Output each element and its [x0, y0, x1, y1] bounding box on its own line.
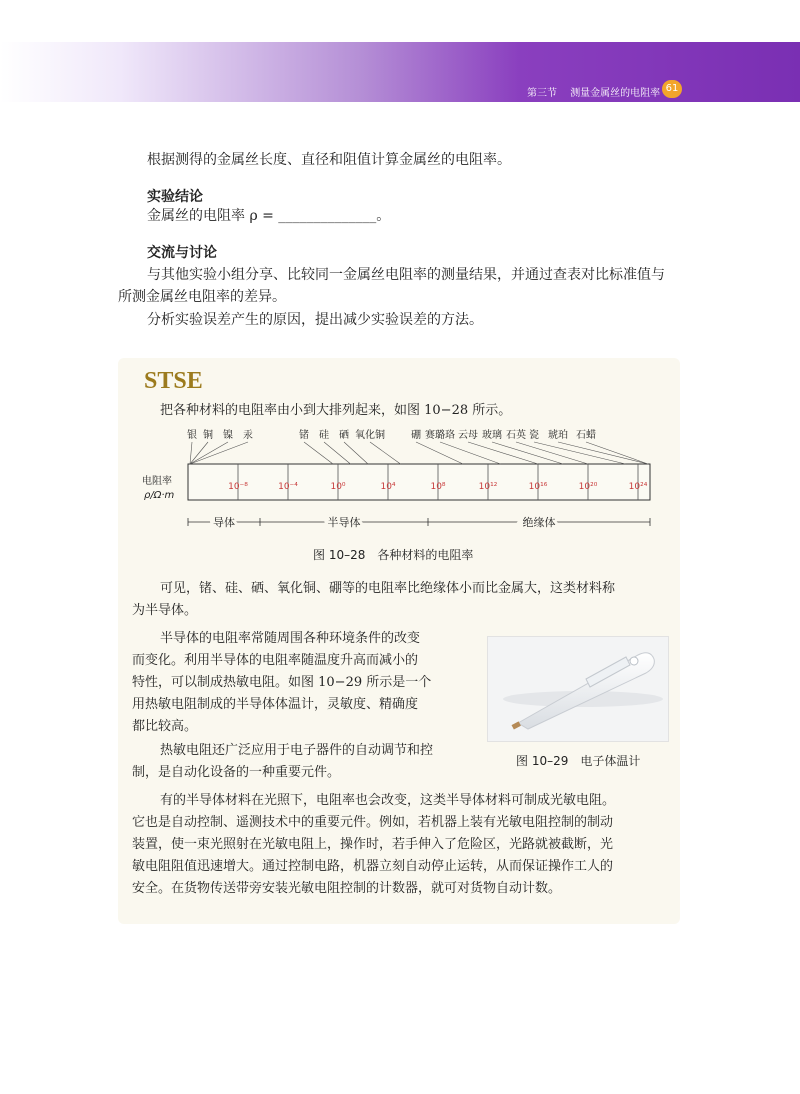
page-number-badge: 61	[662, 80, 682, 98]
tick-label: 10⁰	[330, 482, 346, 492]
range-label: 绝缘体	[522, 516, 556, 529]
material-label: 赛璐珞	[425, 430, 455, 441]
conclusion-line: 金属丝的电阻率 ρ = ______________。	[147, 208, 391, 224]
material-label: 镍	[223, 430, 233, 441]
tick-label: 10²⁴	[628, 482, 648, 492]
material-label: 汞	[243, 430, 253, 441]
material-pointer	[190, 442, 228, 464]
paragraph-3: 分析实验误差产生的原因，提出减少实验误差的方法。	[147, 312, 483, 328]
stse-p3-line-4: 敏电阻阻值迅速增大。通过控制电路，机器立刻自动停止运转，从而保证操作工人的	[132, 859, 614, 874]
paragraph-1: 根据测得的金属丝长度、直径和阻值计算金属丝的电阻率。	[147, 152, 511, 168]
stse-p3-line-3: 装置，使一束光照射在光敏电阻上，操作时，若手伸入了危险区，光路就被截断，光	[132, 837, 614, 852]
stse-p2-line-3: 特性，可以制成热敏电阻。如图 10−29 所示是一个	[132, 675, 432, 690]
tick-label: 10⁸	[430, 482, 446, 492]
stse-p2-line-5: 都比较高。	[132, 719, 198, 734]
figure-28-caption: 图 10–28 各种材料的电阻率	[313, 548, 474, 562]
material-pointer	[440, 442, 501, 464]
stse-p2-line-4: 用热敏电阻制成的半导体体温计，灵敏度、精确度	[132, 697, 419, 712]
material-label: 玻璃	[482, 430, 502, 441]
material-label: 云母	[458, 430, 478, 441]
range-label: 导体	[213, 516, 235, 529]
resistivity-chart-svg	[140, 426, 670, 538]
stse-p2-line-1: 半导体的电阻率常随周围各种环境条件的改变	[160, 631, 421, 646]
section-label: 第三节	[527, 88, 557, 99]
stse-p3-line-2: 它也是自动控制、遥测技术中的重要元件。例如，若机器上装有光敏电阻控制的制动	[132, 815, 614, 830]
material-pointer	[558, 442, 648, 464]
material-label: 铜	[203, 430, 213, 441]
stse-p3-line-5: 安全。在货物传送带旁安装光敏电阻控制的计数器，就可对货物自动计数。	[132, 881, 562, 896]
stse-p2-line-2: 而变化。利用半导体的电阻率随温度升高而减小的	[132, 653, 419, 668]
stse-p1-line-1: 可见，锗、硅、硒、氧化铜、硼等的电阻率比绝缘体小而比金属大，这类材料称	[160, 581, 616, 596]
material-pointer	[324, 442, 351, 464]
figure-29-caption: 图 10–29 电子体温计	[516, 754, 641, 768]
heading-discussion: 交流与讨论	[147, 245, 217, 261]
material-label: 硒	[339, 430, 349, 441]
material-label: 氧化铜	[355, 430, 385, 441]
material-pointer	[370, 442, 401, 464]
tick-label: 10²⁰	[578, 482, 598, 492]
material-label: 硼	[411, 430, 421, 441]
stse-p2-line-7: 制，是自动化设备的一种重要元件。	[132, 765, 341, 780]
tick-label: 10¹²	[478, 482, 498, 492]
material-pointer	[416, 442, 463, 464]
material-pointer	[304, 442, 333, 464]
material-pointer	[344, 442, 368, 464]
tick-label: 10⁻⁸	[228, 482, 248, 492]
material-pointer	[534, 442, 626, 464]
thermometer-photo	[487, 636, 669, 742]
tick-label: 10⁻⁴	[278, 482, 298, 492]
material-label: 银	[187, 430, 197, 441]
material-label: 硅	[319, 430, 329, 441]
material-pointer	[190, 442, 192, 464]
stse-title: STSE	[144, 368, 203, 394]
section-title: 测量金属丝的电阻率	[570, 88, 661, 99]
tick-label: 10⁴	[380, 482, 396, 492]
material-label: 瓷	[529, 430, 539, 441]
thermometer-icon	[488, 637, 668, 741]
stse-p2-line-6: 热敏电阻还广泛应用于电子器件的自动调节和控	[160, 743, 434, 758]
material-label: 琥珀	[548, 430, 568, 441]
material-pointer	[586, 442, 648, 464]
paragraph-2-line-2: 所测金属丝电阻率的差异。	[118, 289, 286, 305]
header-title	[527, 84, 670, 99]
range-label: 半导体	[327, 516, 361, 529]
material-label: 石英	[506, 430, 526, 441]
tick-label: 10¹⁶	[528, 482, 548, 492]
axis-label-line-1: 电阻率	[142, 476, 172, 487]
heading-conclusion: 实验结论	[147, 189, 203, 205]
stse-p3-line-1: 有的半导体材料在光照下，电阻率也会改变，这类半导体材料可制成光敏电阻。	[160, 793, 616, 808]
paragraph-2-line-1: 与其他实验小组分享、比较同一金属丝电阻率的测量结果，并通过查表对比标准值与	[147, 267, 665, 283]
resistivity-chart	[140, 426, 670, 538]
stse-intro: 把各种材料的电阻率由小到大排列起来，如图 10−28 所示。	[160, 403, 512, 418]
material-label: 锗	[299, 430, 309, 441]
axis-label-line-2: ρ/Ω·m	[144, 490, 175, 501]
stse-p1-line-2: 为半导体。	[132, 603, 198, 618]
material-label: 石蜡	[576, 430, 596, 441]
